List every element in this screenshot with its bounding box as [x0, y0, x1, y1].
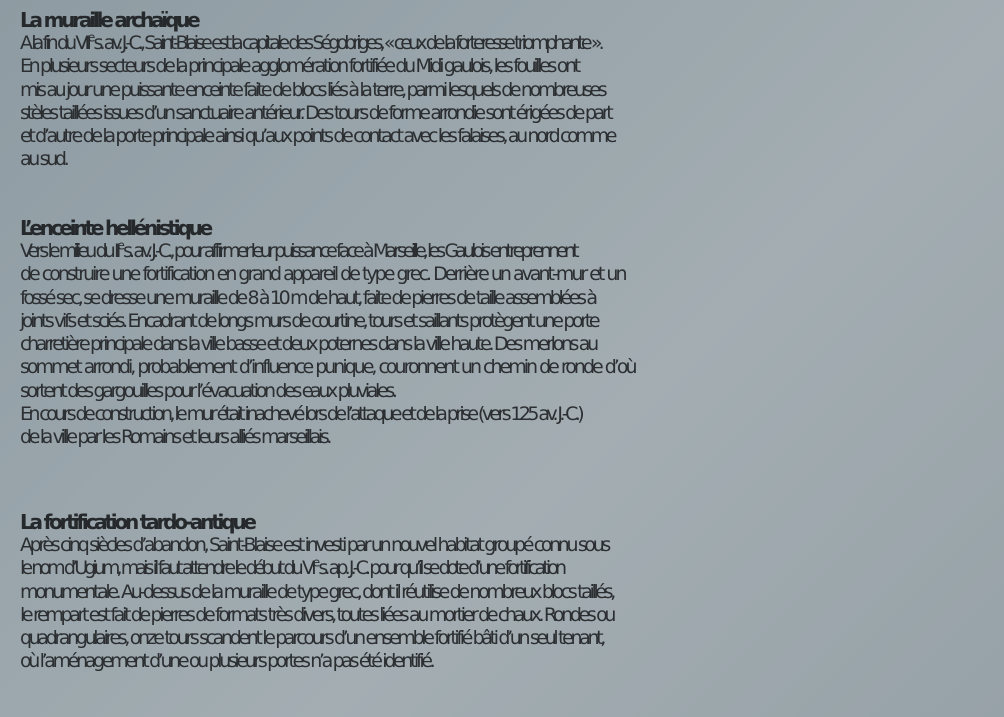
text-line: sortent des gargouilles pour l’évacuation des eaux pluviales.	[20, 379, 395, 402]
text-line: mis au jour une puissante enceinte faite de blocs liés à la terre, parmi lesquels de nombreuses	[20, 78, 605, 101]
text-line: En plusieurs secteurs de la principale agglomération fortifiée du Midi gaulois, les fouilles ont	[20, 55, 578, 78]
text-line: le nom d’Ugium, mais il faut attendre le début du VIe s. ap. J.-C. pour qu’il se dote d’une fortification	[20, 555, 564, 580]
section-heading: L’enceinte hellénistique	[20, 216, 210, 240]
text-line: charretière principale dans la ville basse et deux poternes dans la ville haute. Des merlons au	[20, 333, 596, 356]
text-line: joints vifs et sciés. Encadrant de longs murs de courtine, tours et saillants protègent une porte	[20, 309, 598, 332]
text-line: Vers le milieu du IIe s. av. J.-C., pour affirmer leur puissance face à Marseille, les Gaulois entreprennent	[20, 238, 576, 262]
text-line: monumentale. Au-dessus de la muraille de type grec, dont il réutilise de nombreux blocs taillés,	[20, 580, 613, 603]
text-line: et d’autre de la porte principale ainsi qu’aux points de contact avec les falaises, au nord comme	[20, 125, 615, 148]
text-line: le rempart est fait de pierres de formats très divers, toutes liées au mortier de chaux. Rondes ou	[20, 603, 614, 626]
text-line: stèles taillées issues d’un sanctuaire antérieur. Des tours de forme arrondie sont érigées de part	[20, 101, 611, 124]
text-line: Après cinq siècles d’abandon, Saint-Blaise est investi par un nouvel habitat groupé connu sous	[20, 534, 608, 556]
section-heading: La fortification tardo-antique	[20, 510, 254, 534]
section-hellenistic-enclosure	[20, 216, 1004, 450]
text-line: En cours de construction, le mur était inachevé lors de l’attaque et de la prise (vers 125 av. J.-C.)	[20, 403, 582, 426]
text-line: au sud.	[20, 148, 67, 171]
section-late-antique-fortification	[20, 510, 1004, 674]
section-archaic-wall	[20, 8, 1004, 172]
text-line: de construire une fortification en grand appareil de type grec. Derrière un avant-mur et un	[20, 263, 625, 286]
text-line: où l’aménagement d’une ou plusieurs portes n’a pas été identifié.	[20, 650, 433, 673]
text-line: de la ville par les Romains et leurs alliés marseillais.	[20, 426, 330, 449]
text-line: sommet arrondi, probablement d’influence punique, couronnent un chemin de ronde d’où	[20, 356, 635, 379]
section-heading: La muraille archaïque	[20, 8, 198, 32]
text-line: fossé sec, se dresse une muraille de 8 à 10 m de haut, faite de pierres de taille assemblées à	[20, 286, 595, 309]
text-line: A la fin du VIIe s. av. J.-C., Saint-Blaise est la capitale des Ségobriges, « ceux de la forteresse triomphante ».	[20, 30, 601, 54]
text-line: quadrangulaires, onze tours scandent le parcours d’un ensemble fortifié bâti d’un seul tenant,	[20, 627, 603, 650]
